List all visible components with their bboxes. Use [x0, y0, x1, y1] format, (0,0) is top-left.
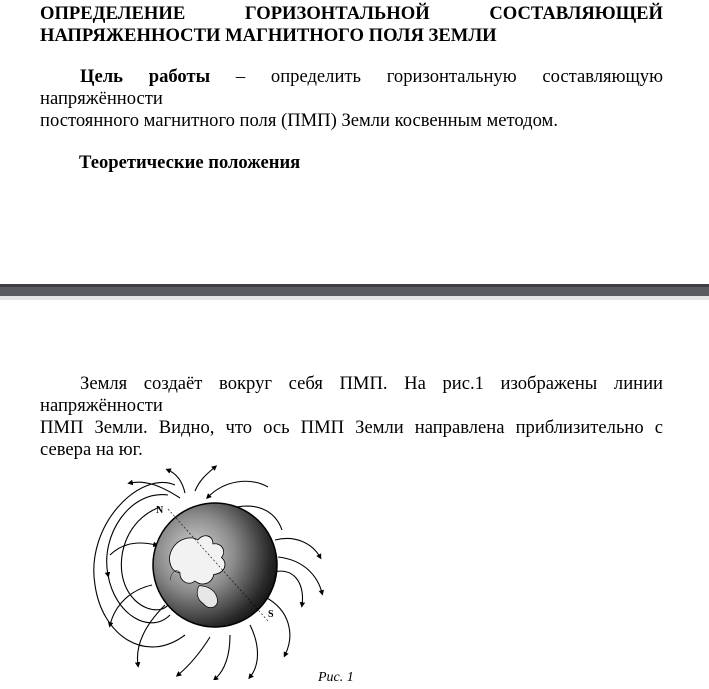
section-heading-theory: Теоретические положения — [79, 152, 301, 173]
pole-north-label: N — [156, 505, 164, 516]
field-line — [178, 637, 210, 675]
field-line — [110, 543, 156, 555]
figure-caption: Рис. 1 — [318, 670, 354, 685]
para-line-3: ПМП Земли. Видно, что ось ПМП Земли направлена приблизительно с — [40, 417, 663, 438]
para-line-2: напряжённости — [40, 395, 163, 416]
goal-line-1-text: – определить горизонтальную составляющую — [210, 66, 663, 87]
page-separator — [0, 284, 709, 300]
field-line — [208, 481, 268, 497]
field-line — [278, 557, 322, 593]
document-page-2 — [0, 300, 709, 689]
goal-label: Цель работы — [80, 66, 211, 87]
para-line-4: севера на юг. — [40, 439, 143, 460]
para-line-1: Земля создаёт вокруг себя ПМП. На рис.1 изображены линии — [80, 373, 663, 394]
document-title — [40, 3, 663, 47]
title-line-1: ОПРЕДЕЛЕНИЕ ГОРИЗОНТАЛЬНОЙ СОСТАВЛЯЮЩЕЙ — [40, 3, 663, 24]
goal-paragraph — [40, 66, 663, 132]
document-page-1 — [0, 0, 709, 284]
field-line — [265, 597, 290, 655]
field-line — [215, 635, 230, 679]
goal-line-2: напряжённости — [40, 88, 163, 109]
title-line-2: НАПРЯЖЕННОСТИ МАГНИТНОГО ПОЛЯ ЗЕМЛИ — [40, 25, 497, 46]
pole-south-label: S — [268, 609, 274, 620]
goal-line-1 — [40, 66, 663, 88]
earth-magnetic-field-figure — [90, 465, 330, 680]
field-line — [195, 467, 215, 491]
field-line — [168, 470, 185, 493]
field-line — [250, 625, 258, 677]
earth-field-paragraph — [40, 373, 663, 461]
goal-line-3: постоянного магнитного поля (ПМП) Земли косвенным методом. — [40, 110, 558, 131]
field-line — [275, 539, 320, 557]
field-line — [137, 605, 165, 665]
field-line — [110, 585, 152, 625]
